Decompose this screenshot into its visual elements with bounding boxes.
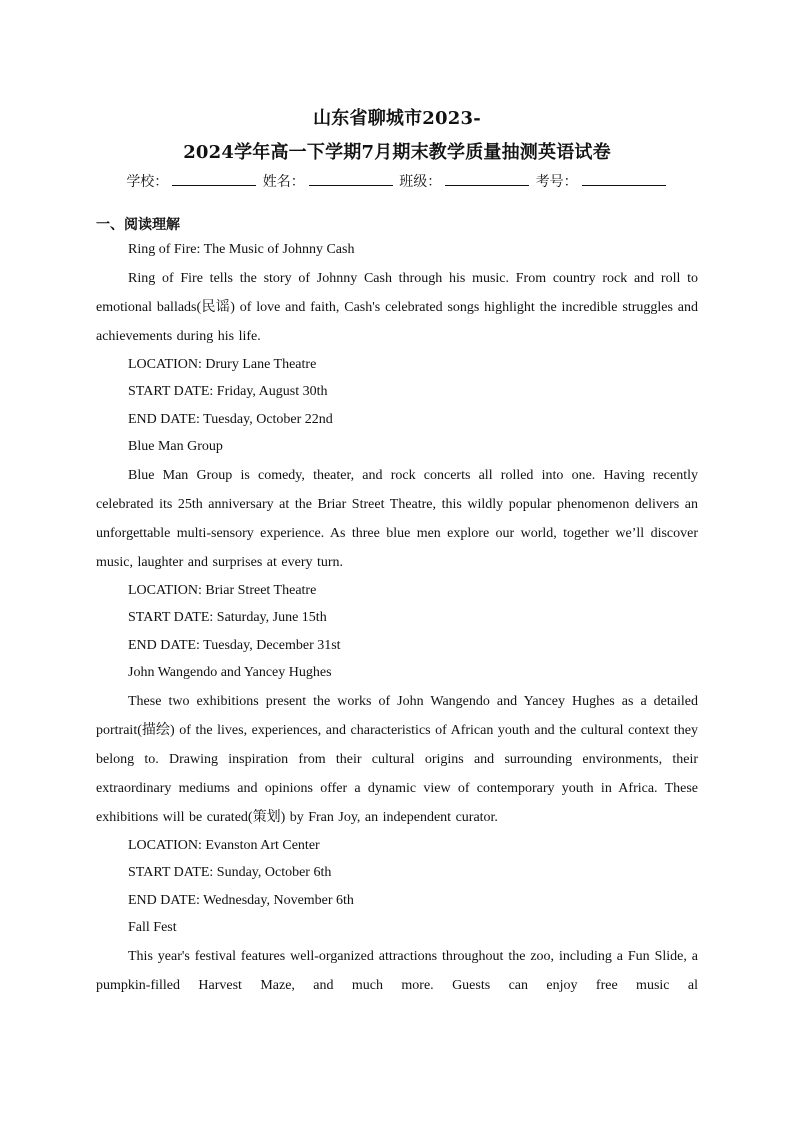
- item3-start-date: START DATE: Sunday, October 6th: [128, 865, 332, 880]
- school-label: 学校：: [126, 174, 169, 190]
- name-label: 姓名：: [262, 174, 305, 190]
- exam-title-line1: 山东省聊城市2023-: [313, 108, 481, 129]
- item1-title: Ring of Fire: The Music of Johnny Cash: [128, 242, 355, 257]
- item2-location: LOCATION: Briar Street Theatre: [128, 582, 317, 598]
- item3-location: LOCATION: Evanston Art Center: [128, 837, 320, 853]
- number-label: 考号：: [535, 174, 578, 190]
- name-blank[interactable]: [309, 171, 393, 186]
- item2-body: Blue Man Group is comedy, theater, and rock concerts all rolled into one. Having recently celebrated its 25th anniversary at the Briar Street Theatre, this wildly popular phenomenon delivers an unforgettable multi-sensory experience. As three blue men explore our world, together we’ll discover music, laughter and surprises at every turn.: [96, 467, 698, 570]
- item4-body: This year's festival features well-organized attractions throughout the zoo, including a Fun Slide, a pumpkin-filled Harvest Maze, and much more. Guests can enjoy free music al: [96, 948, 698, 993]
- student-info-row: [0, 171, 794, 191]
- item1-end-date: END DATE: Tuesday, October 22nd: [128, 411, 333, 427]
- item4-title: Fall Fest: [128, 920, 177, 935]
- item3-body: These two exhibitions present the works of John Wangendo and Yancey Hughes as a detailed portrait(描绘) of the lives, experiences, and characteristics of African youth and the cultural context they belong to. Drawing inspiration from their cultural origins and surrounding environments, their extraordinary mediums and opinions offer a dynamic view of contemporary youth in Africa. These exhibitions will be curated(策划) by Fran Joy, an independent curator.: [96, 693, 698, 825]
- item3-title: John Wangendo and Yancey Hughes: [128, 665, 332, 680]
- item3-end-date: END DATE: Wednesday, November 6th: [128, 892, 354, 908]
- item1-start-date: START DATE: Friday, August 30th: [128, 384, 328, 399]
- exam-title-line2: 2024学年高一下学期7月期末教学质量抽测英语试卷: [183, 142, 611, 163]
- item2-title: Blue Man Group: [128, 439, 223, 454]
- item2-start-date: START DATE: Saturday, June 15th: [128, 610, 327, 625]
- class-label: 班级：: [399, 174, 442, 190]
- number-blank[interactable]: [582, 171, 666, 186]
- school-blank[interactable]: [172, 171, 256, 186]
- reading-passage: [96, 236, 698, 1000]
- item2-end-date: END DATE: Tuesday, December 31st: [128, 637, 341, 653]
- class-blank[interactable]: [445, 171, 529, 186]
- section-heading: 一、阅读理解: [96, 217, 180, 233]
- item1-body: Ring of Fire tells the story of Johnny Cash through his music. From country rock and roll to emotional ballads(民谣) of love and faith, Cash's celebrated songs highlight the incredible struggles and achievements during his life.: [96, 270, 698, 344]
- item1-location: LOCATION: Drury Lane Theatre: [128, 356, 317, 372]
